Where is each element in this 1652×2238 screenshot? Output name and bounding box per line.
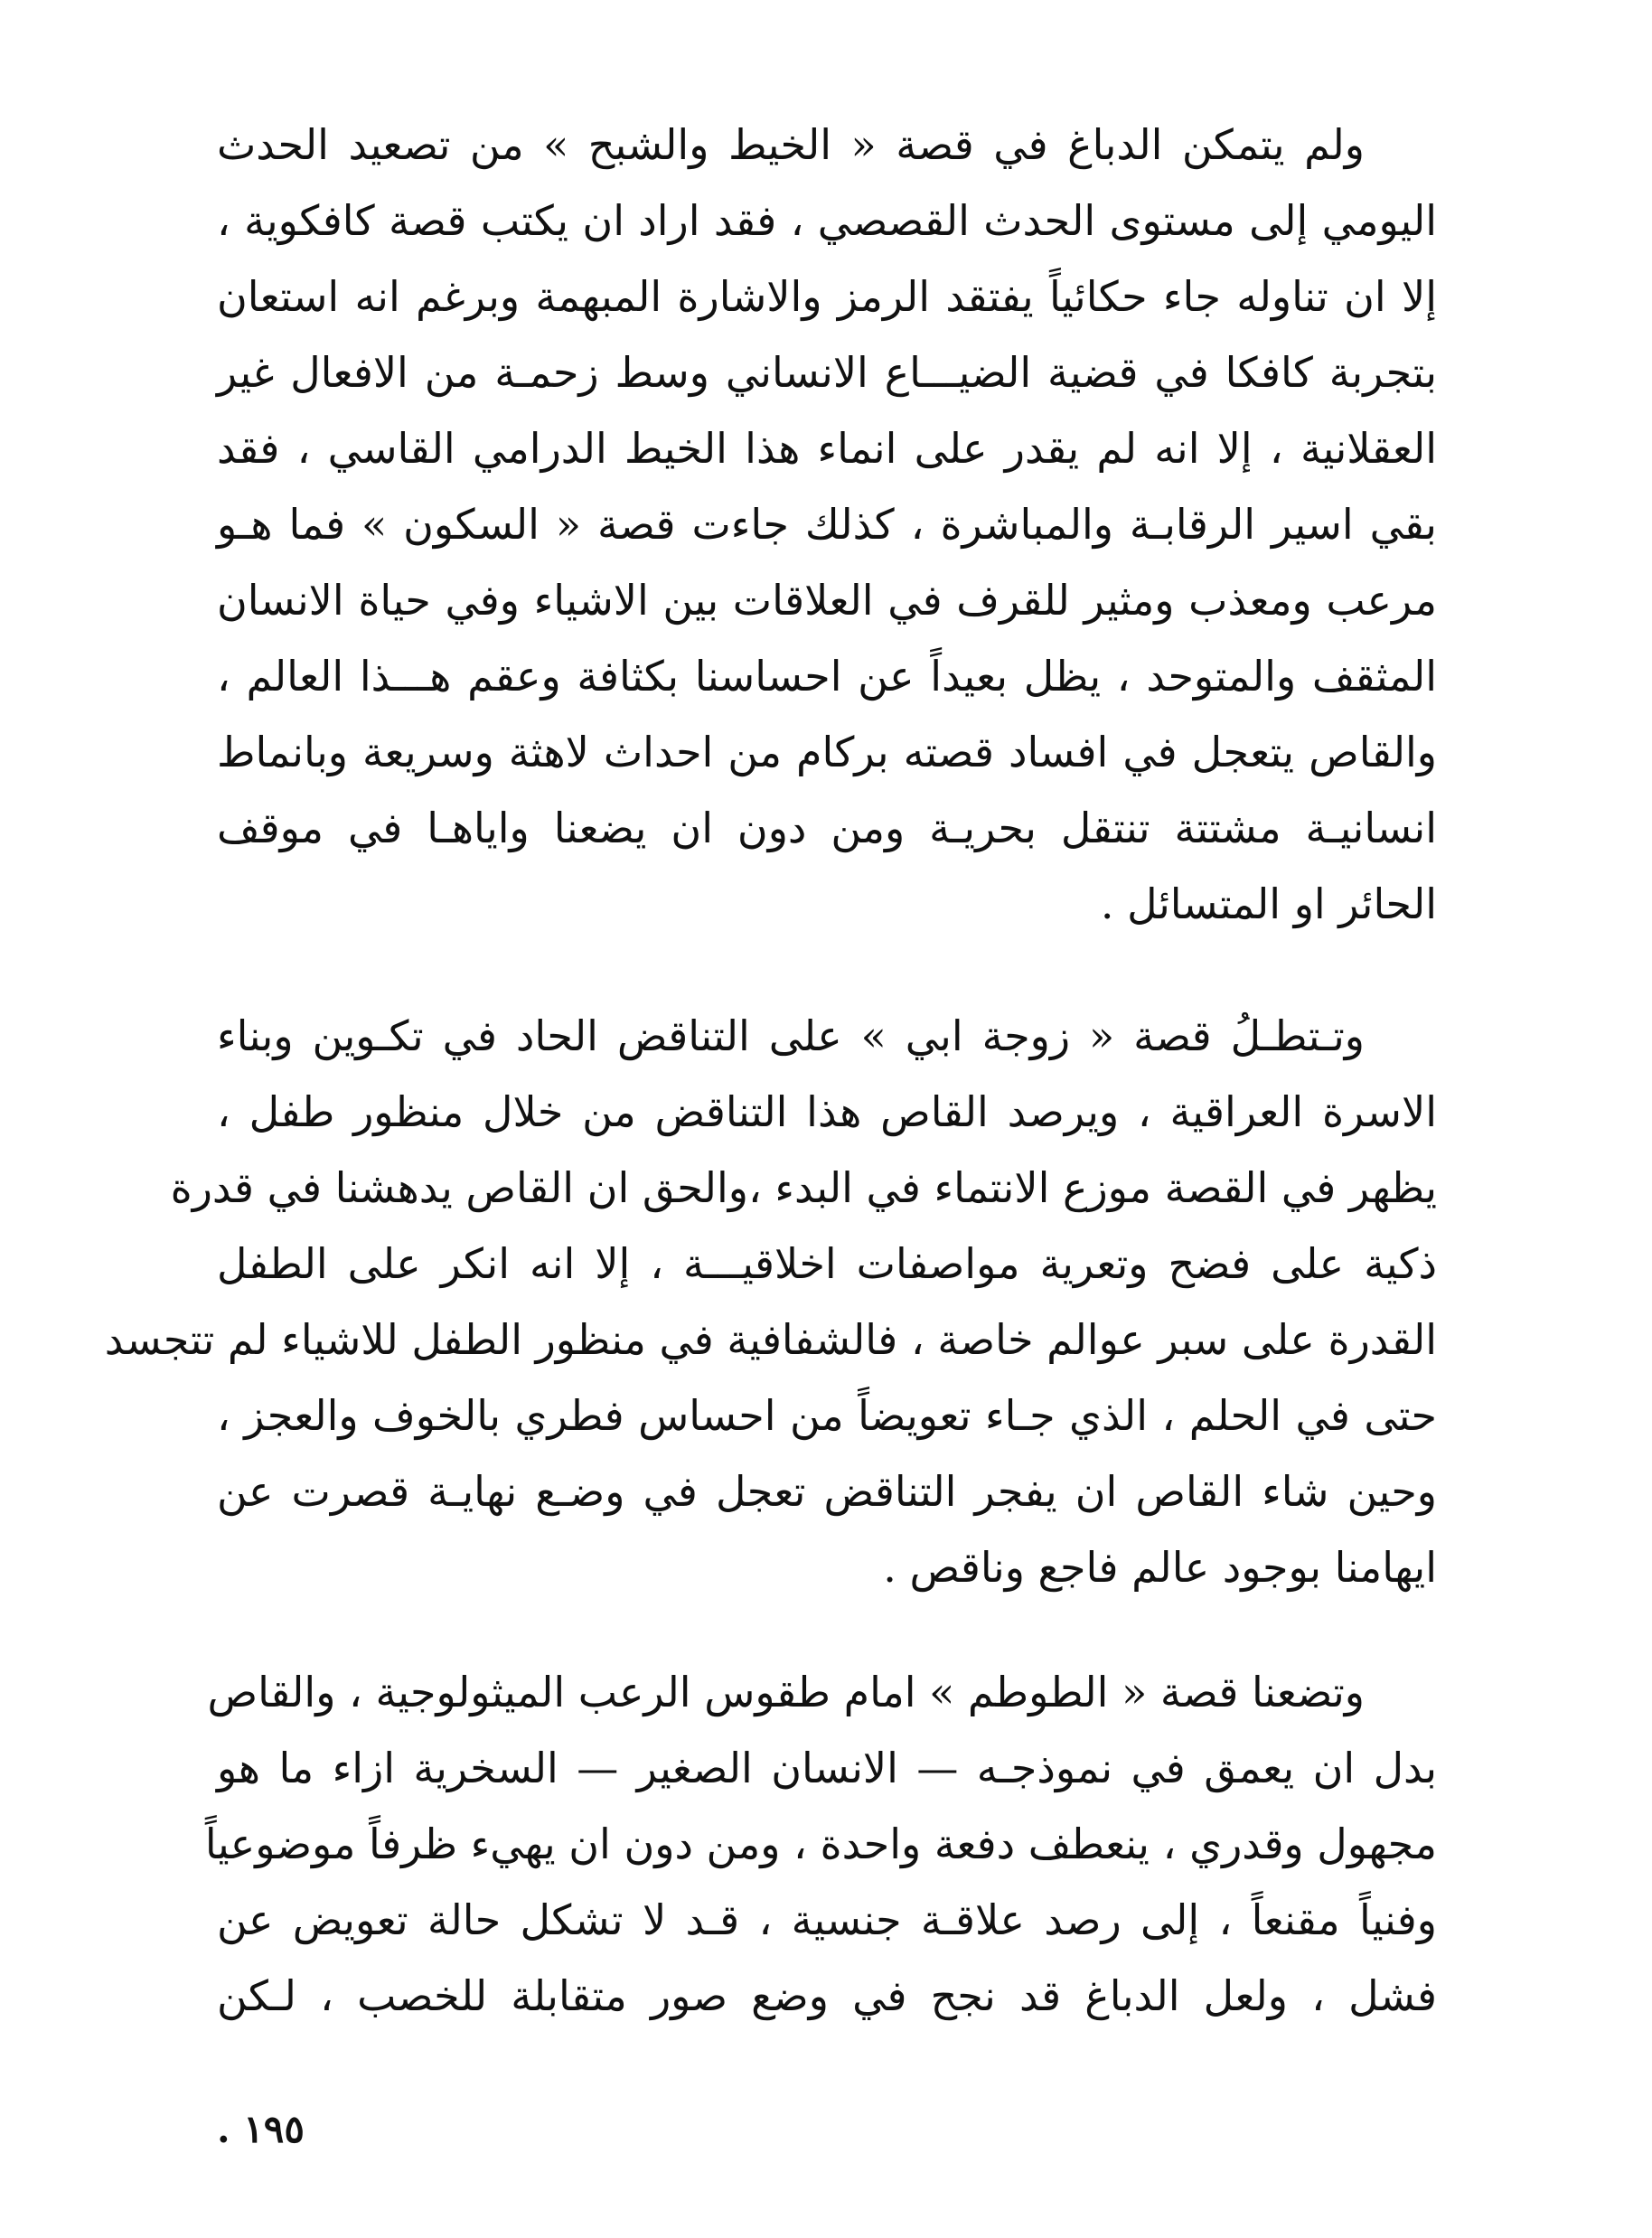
text-line: ولم يتمكن الدباغ في قصة « الخيط والشبح » من تصعيد الحدث <box>217 120 1365 169</box>
text-line: ذكية على فضح وتعرية مواصفات اخلاقيـــة ، إلا انه انكر على الطفل <box>217 1239 1437 1288</box>
text-line: مرعب ومعذب ومثير للقرف في العلاقات بين الاشياء وفي حياة الانسان <box>217 576 1437 625</box>
text-line: الحائر او المتسائل . <box>1100 879 1437 928</box>
text-line: بدل ان يعمق في نموذجـه — الانسان الصغير — السخرية ازاء ما هو <box>217 1744 1437 1792</box>
text-line: وحين شاء القاص ان يفجر التناقض تعجل في وضـع نهايـة قصرت عن <box>217 1467 1437 1516</box>
text-line: الاسرة العراقية ، ويرصد القاص هذا التناقض من خلال منظور طفل ، <box>217 1087 1437 1136</box>
text-line: مجهول وقدري ، ينعطف دفعة واحدة ، ومن دون ان يهيء ظرفاً موضوعياً <box>204 1820 1437 1868</box>
text-line: بتجربة كافكا في قضية الضيـــاع الانساني وسط زحمـة من الافعال غير <box>217 348 1437 397</box>
text-line: فشل ، ولعل الدباغ قد نجح في وضع صور متقابلة للخصب ، لـكن <box>217 1971 1437 2020</box>
text-line: المثقف والمتوحد ، يظل بعيداً عن احساسنا بكثافة وعقم هـــذا العالم ، <box>217 652 1437 701</box>
paragraph-3 <box>204 1654 1437 2034</box>
text-line: العقلانية ، إلا انه لم يقدر على انماء هذا الخيط الدرامي القاسي ، فقد <box>217 424 1437 473</box>
paragraph-2 <box>104 998 1437 1605</box>
text-line: والقاص يتعجل في افساد قصته بركام من احداث لاهثة وسريعة وبانماط <box>217 728 1437 776</box>
text-line: وتضعنا قصة « الطوطم » امام طقوس الرعب الميثولوجية ، والقاص <box>207 1668 1365 1716</box>
text-line: حتى في الحلم ، الذي جـاء تعويضاً من احساس فطري بالخوف والعجز ، <box>217 1391 1437 1440</box>
text-line: انسانيـة مشتتة تنتقل بحريـة ومن دون ان يضعنا واياهـا في موقف <box>217 804 1437 852</box>
text-line: وتـتطـلُ قصة « زوجة ابي » على التناقض الحاد في تكـوين وبناء <box>217 1011 1365 1060</box>
text-line: بقي اسير الرقابـة والمباشرة ، كذلك جاءت قصة « السكون » فما هـو <box>217 500 1437 549</box>
text-line: إلا ان تناوله جاء حكائياً يفتقد الرمز والاشارة المبهمة وبرغم انه استعان <box>217 272 1437 321</box>
text-line: القدرة على سبر عوالم خاصة ، فالشفافية في منظور الطفل للاشياء لم تتجسد <box>104 1315 1437 1364</box>
text-line: يظهر في القصة موزع الانتماء في البدء ،والحق ان القاص يدهشنا في قدرة <box>170 1163 1437 1212</box>
text-line: ايهامنا بوجود عالم فاجع وناقص . <box>883 1543 1437 1592</box>
page-number: ١٩٥ . <box>217 2107 305 2151</box>
text-line: وفنياً مقنعاً ، إلى رصد علاقـة جنسية ، قـد لا تشكل حالة تعويض عن <box>217 1895 1437 1944</box>
text-line: اليومي إلى مستوى الحدث القصصي ، فقد اراد ان يكتب قصة كافكوية ، <box>217 196 1437 245</box>
paragraph-1 <box>217 107 1437 942</box>
